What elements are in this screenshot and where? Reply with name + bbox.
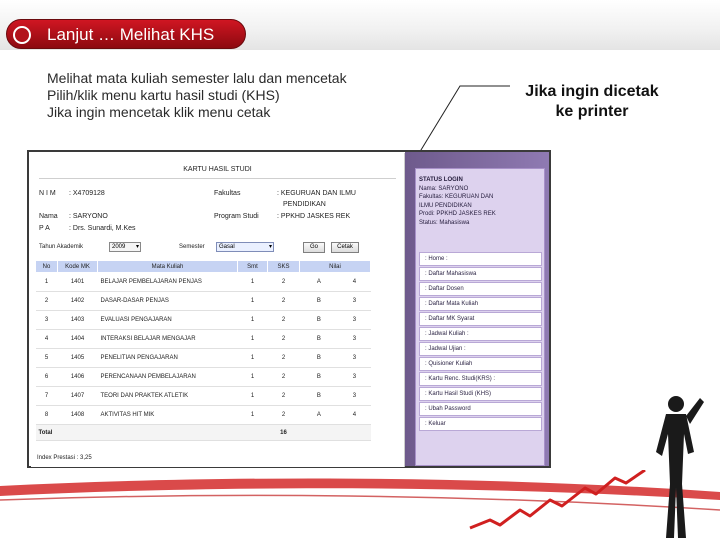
khs-panel [31,153,405,467]
khs-screenshot [27,150,551,468]
status-fakultas-cont: ILMU PENDIDIKAN [419,202,472,209]
cell-nilai-huruf: B [300,387,339,406]
cell-sks: 2 [268,368,300,387]
status-role: Status: Mahasiswa [419,219,470,226]
cell-smt: 1 [238,273,268,292]
cell-nilai-angka: 3 [338,368,370,387]
cell-nilai-huruf: B [300,368,339,387]
cell-mata-kuliah: EVALUASI PENGAJARAN [98,311,238,330]
cell-nilai-angka: 3 [338,330,370,349]
cell-kode: 1401 [58,273,98,292]
semester-label: Semester [179,244,205,250]
table-row [36,273,371,292]
semester-select-value: Gasal [219,244,235,250]
cell-mata-kuliah: AKTIVITAS HIT MIK [98,406,238,425]
tahun-select[interactable] [109,242,141,252]
cell-smt: 1 [238,387,268,406]
cell-mata-kuliah: DASAR-DASAR PENJAS [98,292,238,311]
table-row [36,349,371,368]
fakultas-value-cont: PENDIDIKAN [283,201,326,208]
status-title: STATUS LOGIN [419,177,463,183]
ring-bullet-icon [13,26,31,44]
table-row [36,330,371,349]
column-header: Kode MK [58,261,98,273]
table-row [36,368,371,387]
column-header: Smt [238,261,268,273]
cell-nilai-huruf: B [300,311,339,330]
cell-sks: 2 [268,330,300,349]
prodi-label: Program Studi [214,213,259,220]
cell-no: 6 [36,368,58,387]
cell-no: 1 [36,273,58,292]
decorative-swoosh [0,470,720,540]
slide-title: Lanjut … Melihat KHS [47,25,215,44]
status-prodi: Prodi: PPKHD JASKES REK [419,211,496,217]
tahun-select-value: 2009 [112,244,126,250]
fakultas-value: : KEGURUAN DAN ILMU [277,190,356,197]
semester-select[interactable] [216,242,274,252]
cell-sks: 2 [268,387,300,406]
title-bar [6,19,246,49]
cell-kode: 1403 [58,311,98,330]
cell-kode: 1402 [58,292,98,311]
sidebar-item-quisioner[interactable]: : Quisioner Kuliah [419,357,542,371]
cell-nilai-angka: 4 [338,273,370,292]
sidebar-item-home[interactable]: : Home : [419,252,542,266]
cell-mata-kuliah: PENELITIAN PENGAJARAN [98,349,238,368]
cell-no: 7 [36,387,58,406]
cell-no: 3 [36,311,58,330]
cell-sks: 2 [268,273,300,292]
cell-mata-kuliah: TEORI DAN PRAKTEK ATLETIK [98,387,238,406]
title-divider [39,178,396,179]
cell-sks: 2 [268,349,300,368]
sidebar-item-krs[interactable]: : Kartu Renc. Studi(KRS) : [419,372,542,386]
cell-kode: 1404 [58,330,98,349]
slide-body [47,70,427,121]
login-status [419,176,496,227]
slide-banner [0,0,720,50]
sidebar [405,152,549,466]
cell-sks: 2 [268,406,300,425]
print-callout [492,82,692,122]
cell-smt: 1 [238,406,268,425]
cell-no: 2 [36,292,58,311]
sidebar-menu [419,252,542,432]
body-line: Pilih/klik menu kartu hasil studi (KHS) [47,87,280,103]
cell-nilai-huruf: B [300,330,339,349]
column-header: No [36,261,58,273]
body-line: Melihat mata kuliah semester lalu dan mencetak [47,70,347,86]
sidebar-item-keluar[interactable]: : Keluar [419,417,542,431]
pa-value: : Drs. Sunardi, M.Kes [69,225,136,232]
callout-line: ke printer [555,103,629,120]
column-header: SKS [268,261,300,273]
cell-sks: 2 [268,292,300,311]
sidebar-item-jadwal-kuliah[interactable]: : Jadwal Kuliah : [419,327,542,341]
sidebar-item-daftar-mata-kuliah[interactable]: : Daftar Mata Kuliah [419,297,542,311]
cell-kode: 1407 [58,387,98,406]
cell-no: 5 [36,349,58,368]
pa-label: P A [39,225,50,232]
cell-nilai-huruf: B [300,349,339,368]
khs-table [35,260,371,441]
status-nama: Nama: SARYONO [419,185,469,192]
prodi-value: : PPKHD JASKES REK [277,213,351,220]
cell-smt: 1 [238,349,268,368]
status-fakultas: Fakultas: KEGURUAN DAN [419,194,494,200]
tahun-label: Tahun Akademik [39,244,84,250]
sidebar-item-jadwal-ujian[interactable]: : Jadwal Ujian : [419,342,542,356]
table-row [36,406,371,425]
nim-value: : X4709128 [69,190,105,197]
cell-smt: 1 [238,368,268,387]
sidebar-item-daftar-mahasiswa[interactable]: : Daftar Mahasiswa [419,267,542,281]
cell-no: 8 [36,406,58,425]
table-row [36,387,371,406]
fakultas-label: Fakultas [214,190,241,197]
cell-nilai-angka: 3 [338,292,370,311]
cell-kode: 1405 [58,349,98,368]
callout-line: Jika ingin dicetak [525,83,659,100]
nama-label: Nama [39,213,58,220]
total-label: Total [36,425,268,441]
table-row [36,292,371,311]
businessman-silhouette-icon [648,392,706,540]
cell-nilai-angka: 4 [338,406,370,425]
cell-nilai-huruf: A [300,273,339,292]
cell-kode: 1406 [58,368,98,387]
cell-nilai-huruf: B [300,292,339,311]
cell-no: 4 [36,330,58,349]
cell-nilai-angka: 3 [338,387,370,406]
sidebar-item-daftar-dosen[interactable]: : Daftar Dosen [419,282,542,296]
dropdown-arrow-icon: ▾ [135,244,139,250]
nim-label: N I M [39,190,56,197]
cell-nilai-huruf: A [300,406,339,425]
dropdown-arrow-icon: ▾ [268,244,272,250]
cell-smt: 1 [238,330,268,349]
cell-sks: 2 [268,311,300,330]
sidebar-item-khs[interactable]: : Kartu Hasil Studi (KHS) [419,387,542,401]
cell-nilai-angka: 3 [338,349,370,368]
go-button[interactable]: Go [303,242,325,253]
sidebar-item-ubah-password[interactable]: : Ubah Password [419,402,542,416]
total-sks: 16 [268,425,300,441]
column-header: Mata Kuliah [98,261,238,273]
cell-mata-kuliah: INTERAKSI BELAJAR MENGAJAR [98,330,238,349]
cell-smt: 1 [238,292,268,311]
table-row [36,311,371,330]
body-line: Jika ingin mencetak klik menu cetak [47,104,271,120]
cell-kode: 1408 [58,406,98,425]
table-header-row [36,261,371,273]
cell-nilai-angka: 3 [338,311,370,330]
sidebar-item-daftar-mk-syarat[interactable]: : Daftar MK Syarat [419,312,542,326]
cell-mata-kuliah: BELAJAR PEMBELAJARAN PENJAS [98,273,238,292]
sidebar-panel [415,168,545,466]
total-row [36,425,371,441]
column-header: Nilai [300,261,371,273]
cetak-button[interactable]: Cetak [331,242,359,253]
cell-mata-kuliah: PERENCANAAN PEMBELAJARAN [98,368,238,387]
cell-smt: 1 [238,311,268,330]
index-prestasi: Index Prestasi : 3,25 [37,455,92,461]
khs-title: KARTU HASIL STUDI [183,166,252,173]
nama-value: : SARYONO [69,213,108,220]
